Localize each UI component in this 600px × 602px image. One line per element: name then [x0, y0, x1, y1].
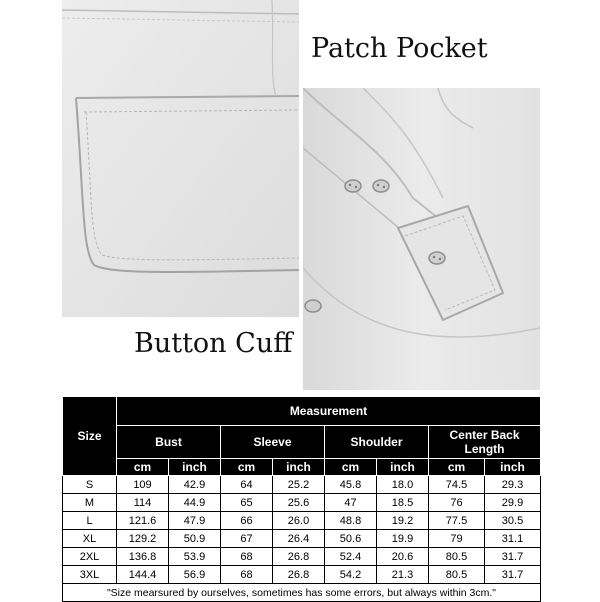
measurement-cell: 20.6	[377, 548, 429, 566]
size-cell: 3XL	[63, 566, 117, 584]
unit-header: inch	[377, 459, 429, 476]
measurement-cell: 18.5	[377, 494, 429, 512]
patch-pocket-photo	[62, 0, 299, 317]
size-cell: XL	[63, 530, 117, 548]
measurement-cell: 52.4	[325, 548, 377, 566]
measurement-cell: 45.8	[325, 476, 377, 494]
measurement-cell: 26.8	[273, 548, 325, 566]
shoulder-header: Shoulder	[325, 426, 429, 459]
size-chart-body	[63, 476, 541, 584]
measurement-cell: 47.9	[169, 512, 221, 530]
measurement-cell: 77.5	[429, 512, 485, 530]
button-cuff-caption: Button Cuff	[134, 328, 293, 359]
size-cell: L	[63, 512, 117, 530]
measurement-cell: 79	[429, 530, 485, 548]
measurement-cell: 19.9	[377, 530, 429, 548]
measurement-cell: 50.9	[169, 530, 221, 548]
cuff-button-icon	[305, 300, 321, 312]
measurement-cell: 26.0	[273, 512, 325, 530]
measurement-cell: 48.8	[325, 512, 377, 530]
measurement-cell: 31.7	[485, 566, 541, 584]
size-cell: M	[63, 494, 117, 512]
measurement-cell: 47	[325, 494, 377, 512]
size-cell: 2XL	[63, 548, 117, 566]
unit-header: cm	[221, 459, 273, 476]
measurement-cell: 19.2	[377, 512, 429, 530]
table-row	[63, 494, 541, 512]
measurement-cell: 50.6	[325, 530, 377, 548]
measurement-cell: 30.5	[485, 512, 541, 530]
measurement-cell: 18.0	[377, 476, 429, 494]
measurement-cell: 56.9	[169, 566, 221, 584]
measurement-cell: 26.8	[273, 566, 325, 584]
size-cell: S	[63, 476, 117, 494]
table-row	[63, 476, 541, 494]
measurement-cell: 31.7	[485, 548, 541, 566]
table-row	[63, 548, 541, 566]
measurement-cell: 144.4	[117, 566, 169, 584]
measurement-cell: 29.3	[485, 476, 541, 494]
measurement-cell: 54.2	[325, 566, 377, 584]
unit-header: cm	[117, 459, 169, 476]
size-column-header: Size	[63, 397, 117, 476]
unit-header: cm	[429, 459, 485, 476]
measurement-cell: 42.9	[169, 476, 221, 494]
measurement-cell: 25.6	[273, 494, 325, 512]
measurement-cell: 76	[429, 494, 485, 512]
size-chart-table	[62, 396, 541, 602]
measurement-cell: 65	[221, 494, 273, 512]
measurement-cell: 25.2	[273, 476, 325, 494]
cuff-button-icon	[429, 252, 445, 264]
measurement-header: Measurement	[117, 397, 541, 426]
cuff-button-icon	[345, 180, 361, 192]
measurement-cell: 136.8	[117, 548, 169, 566]
measurement-cell: 129.2	[117, 530, 169, 548]
measurement-cell: 80.5	[429, 566, 485, 584]
center-back-length-header: Center Back Length	[429, 426, 541, 459]
measurement-cell: 68	[221, 566, 273, 584]
table-row	[63, 566, 541, 584]
measurement-cell: 53.9	[169, 548, 221, 566]
measurement-cell: 114	[117, 494, 169, 512]
measurement-cell: 26.4	[273, 530, 325, 548]
unit-header: inch	[273, 459, 325, 476]
patch-pocket-caption: Patch Pocket	[311, 33, 488, 64]
unit-header: inch	[485, 459, 541, 476]
button-cuff-photo	[303, 88, 540, 390]
measurement-cell: 31.1	[485, 530, 541, 548]
measurement-cell: 74.5	[429, 476, 485, 494]
size-note: "Size mearsured by ourselves, sometimes has some errors, but always within 3cm."	[63, 584, 541, 602]
measurement-cell: 21.3	[377, 566, 429, 584]
measurement-cell: 80.5	[429, 548, 485, 566]
measurement-cell: 29.9	[485, 494, 541, 512]
measurement-cell: 121.6	[117, 512, 169, 530]
measurement-cell: 44.9	[169, 494, 221, 512]
measurement-cell: 67	[221, 530, 273, 548]
table-row	[63, 512, 541, 530]
sleeve-header: Sleeve	[221, 426, 325, 459]
measurement-cell: 68	[221, 548, 273, 566]
unit-header: cm	[325, 459, 377, 476]
table-row	[63, 530, 541, 548]
measurement-cell: 66	[221, 512, 273, 530]
cuff-button-icon	[373, 180, 389, 192]
measurement-cell: 64	[221, 476, 273, 494]
measurement-cell: 109	[117, 476, 169, 494]
bust-header: Bust	[117, 426, 221, 459]
unit-header: inch	[169, 459, 221, 476]
